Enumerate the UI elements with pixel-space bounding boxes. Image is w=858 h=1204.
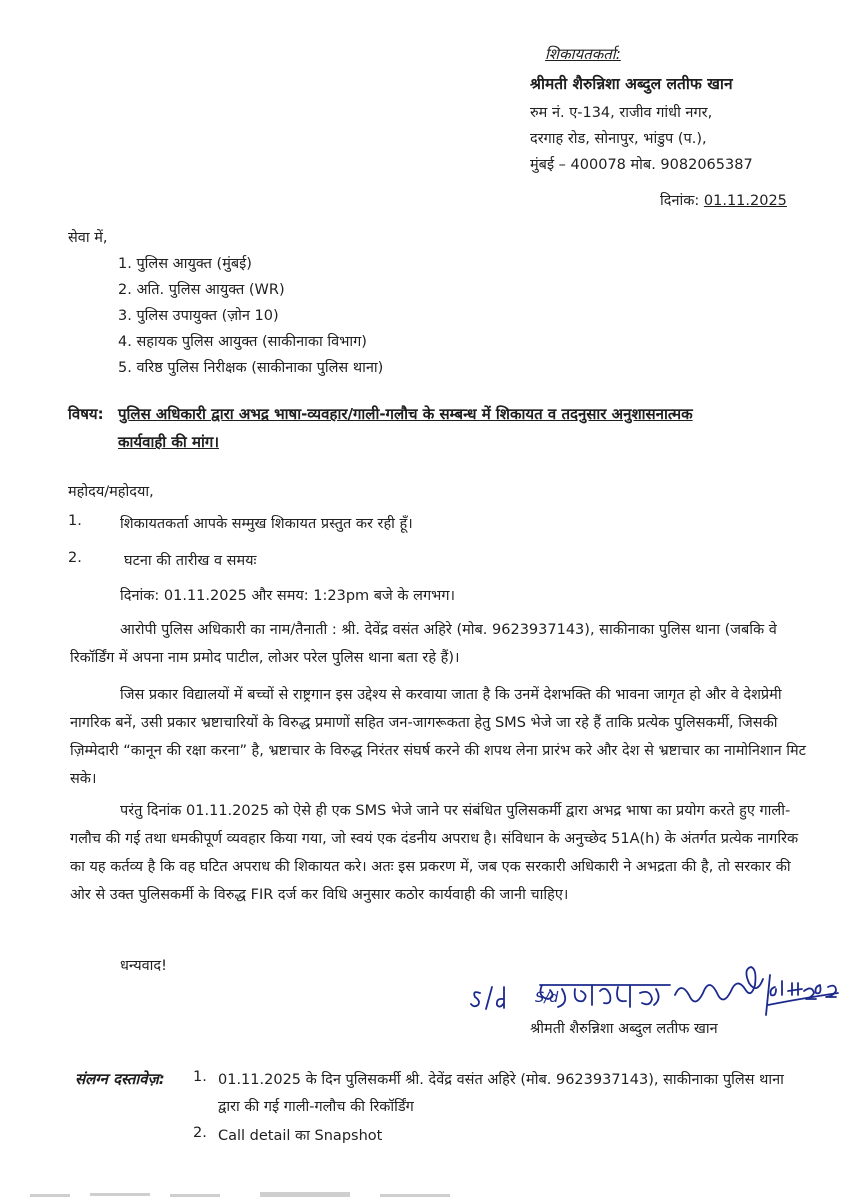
signature-printed-name: श्रीमती शैरुन्निशा अब्दुल लतीफ खान (530, 1021, 718, 1037)
signature-prefix: S/d (535, 990, 559, 1006)
recipient-3: 3. पुलिस उपायुक्त (ज़ोन 10) (118, 308, 279, 324)
point-1-text: शिकायतकर्ता आपके सम्मुख शिकायत प्रस्तुत कर रही हूँ। (120, 516, 413, 532)
subject-label: विषय: (68, 405, 104, 423)
thanks: धन्यवाद! (120, 958, 167, 974)
complainant-address-line1: रुम नं. ए-134, राजीव गांधी नगर, (530, 105, 713, 121)
recipient-2: 2. अति. पुलिस आयुक्त (WR) (118, 282, 285, 298)
date-value: 01.11.2025 (703, 193, 787, 209)
complainant-heading: शिकायतकर्ता: (545, 45, 621, 63)
recipient-4: 4. सहायक पुलिस आयुक्त (साकीनाका विभाग) (118, 334, 367, 350)
paragraph-accused: आरोपी पुलिस अधिकारी का नाम/तैनाती : श्री. देवेंद्र वसंत अहिरे (मोब. 9623937143), साकीनाका पुलिस थाना (जबकि वे रिकॉर्डिंग में अपना नाम प्रमोद पाटील, लोअर परेल पुलिस थाना बता रहे हैं)। (70, 622, 777, 666)
letter-date (660, 190, 787, 210)
attachment-1-line2: द्वारा की गई गाली-गलौच की रिकॉर्डिंग (218, 1099, 414, 1115)
attachment-1-number: 1. (193, 1069, 207, 1085)
recipient-1: 1. पुलिस आयुक्त (मुंबई) (118, 256, 252, 272)
point-2-number: 2. (68, 550, 82, 566)
salutation: सेवा में, (68, 230, 108, 246)
paragraph-incident: परंतु दिनांक 01.11.2025 को ऐसे ही एक SMS भेजे जाने पर संबंधित पुलिसकर्मी द्वारा अभद्र भाषा का प्रयोग करते हुए गाली-गलौच की गई तथा धमकीपूर्ण व्यवहार किया गया, जो स्वयं एक दंडनीय अपराध है। संविधान के अनुच्छेद 51A(h) के अंतर्गत प्रत्येक नागरिक का यह कर्तव्य है कि वह घटित अपराध की शिकायत करे। अतः इस प्रकरण में, जब एक सरकारी अधिकारी ने अभद्रता की है, तो सरकार की ओर से उक्त पुलिसकर्मी के विरुद्ध FIR दर्ज कर विधि अनुसार कठोर कार्यवाही की जानी चाहिए। (70, 803, 799, 903)
point-1-number: 1. (68, 513, 82, 529)
scan-edge-divider (0, 1188, 858, 1200)
complainant-address-line3: मुंबई – 400078 मोब. 9082065387 (530, 157, 753, 173)
signature-handwritten-text (590, 962, 660, 981)
attachments-label: संलग्न दस्तावेज़: (75, 1070, 165, 1088)
incident-time: दिनांक: 01.11.2025 और समय: 1:23pm बजे के लगभग। (120, 588, 456, 604)
signature-handwritten-date (770, 988, 833, 1001)
recipient-5: 5. वरिष्ठ पुलिस निरीक्षक (साकीनाका पुलिस थाना) (118, 360, 384, 376)
attachment-2-number: 2. (193, 1125, 207, 1141)
subject-line1: पुलिस अधिकारी द्वारा अभद्र भाषा-व्यवहार/गाली-गलौच के सम्बन्ध में शिकायत व तदनुसार अनुशासनात्मक (118, 405, 693, 423)
subject-line2: कार्यवाही की मांग। (118, 433, 220, 451)
complainant-address-line2: दरगाह रोड, सोनापुर, भांडुप (प.), (530, 131, 707, 147)
paragraph-context: जिस प्रकार विद्यालयों में बच्चों से राष्ट्रगान इस उद्देश्य से करवाया जाता है कि उनमें देशभक्ति की भावना जागृत हो और वे देशप्रेमी नागरिक बनें, उसी प्रकार भ्रष्टाचारियों के विरुद्ध प्रमाणों सहित जन-जागरूकता हेतु SMS भेजे जा रहे हैं ताकि प्रत्येक पुलिसकर्मी, जिसकी ज़िम्मेदारी “कानून की रक्षा करना” है, भ्रष्टाचार के विरुद्ध निरंतर संघर्ष करने की शपथ लेना प्रारंभ करे और देश से भ्रष्टाचार का नामोनिशान मिट सके। (70, 687, 806, 787)
date-label: दिनांक: (660, 193, 700, 209)
attachment-1-line1: 01.11.2025 के दिन पुलिसकर्मी श्री. देवेंद्र वसंत अहिरे (मोब. 9623937143), साकीनाका पुलिस थाना (218, 1072, 784, 1088)
complainant-name: श्रीमती शैरुन्निशा अब्दुल लतीफ खान (530, 75, 733, 93)
attachment-2-line1: Call detail का Snapshot (218, 1128, 383, 1144)
point-2-text: घटना की तारीख व समयः (124, 553, 257, 569)
greeting: महोदय/महोदया, (68, 484, 154, 500)
